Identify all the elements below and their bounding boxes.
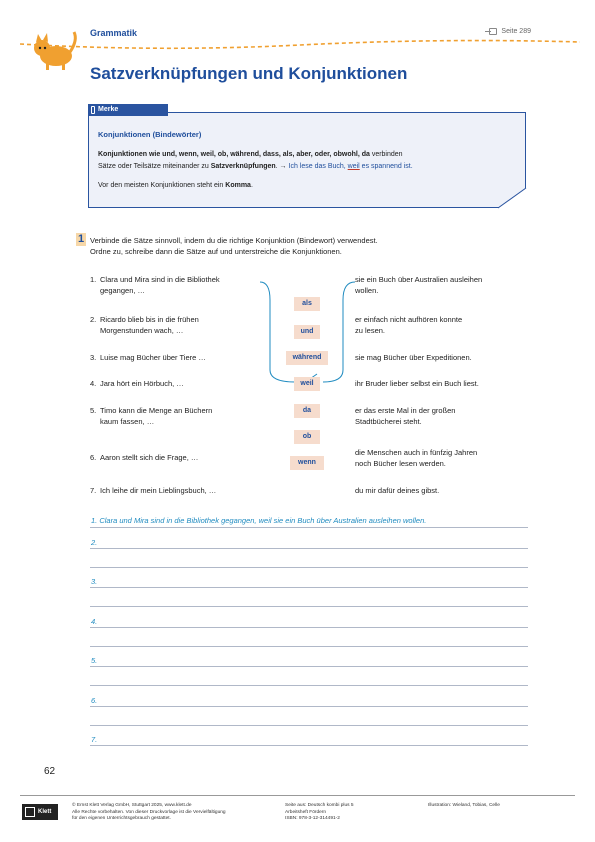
merke-rule-c: .: [250, 182, 253, 189]
right-item-5: [355, 405, 535, 427]
answer-line[interactable]: [90, 627, 528, 628]
right-item-line-1: er einfach nicht aufhören konnte: [355, 315, 463, 324]
task-instruction: [90, 235, 510, 257]
page-reference-text: Seite 289: [501, 28, 531, 35]
section-label: Grammatik: [90, 28, 138, 38]
left-item-line-1: Jara hört ein Hörbuch, …: [100, 379, 184, 388]
merke-line-2-bold: Satzverknüpfungen: [210, 163, 276, 170]
merke-line-1: [98, 149, 518, 161]
left-item-1: [90, 274, 260, 296]
footer-source: [285, 803, 405, 823]
answer-line[interactable]: [90, 685, 528, 686]
left-item-number: 2.: [90, 315, 97, 324]
publisher-logo-icon: [25, 807, 35, 817]
left-item-line-1: Luise mag Bücher über Tiere …: [100, 353, 206, 362]
merke-line-1-bold: Konjunktionen wie und, wenn, weil, ob, während, dass, als, aber, oder, obwohl, da: [98, 151, 370, 158]
answer-number: 7.: [91, 735, 98, 744]
left-item-number: 7.: [90, 486, 97, 495]
right-item-3: [355, 352, 535, 363]
merke-example: [289, 163, 413, 170]
answer-number: 4.: [91, 617, 98, 626]
merke-rule-bold: Komma: [225, 182, 251, 189]
answer-line[interactable]: [90, 646, 528, 647]
conjunction-waehrend[interactable]: während: [286, 351, 328, 365]
right-item-line-2: Stadtbücherei steht.: [355, 417, 422, 426]
footer-source-line: ISBN: 978-3-12-314491-2: [285, 816, 340, 821]
merke-rule-a: Vor den meisten Konjunktionen steht ein: [98, 182, 226, 189]
footer-source-line: Arbeitsheft Fördern: [285, 809, 327, 815]
answer-example: 1. Clara und Mira sind in die Bibliothek gegangen, weil sie ein Buch über Australien ausleihen wollen.: [91, 516, 427, 525]
right-item-line-1: die Menschen auch in fünfzig Jahren: [355, 448, 478, 457]
conjunction-und[interactable]: und: [294, 325, 320, 339]
merke-folded-corner: [498, 188, 528, 210]
footer-illustration: [428, 803, 548, 810]
answer-number: 3.: [91, 577, 98, 586]
answer-line[interactable]: [90, 706, 528, 707]
klett-logo-text: Klett: [38, 809, 52, 815]
klett-logo: [22, 804, 58, 820]
merke-tab-label: Merke: [98, 106, 119, 113]
left-item-line-1: Ich leihe dir mein Lieblingsbuch, …: [100, 486, 217, 495]
book-reference-icon: [489, 28, 497, 35]
left-item-number: 5.: [90, 406, 97, 415]
footer-copyright-line: Alle Rechte vorbehalten. Von dieser Druckvorlage ist die Vervielfältigung: [72, 809, 226, 815]
footer-source-line: Seite aus: Deutsch kombi plus 5: [285, 803, 354, 808]
answer-number: 6.: [91, 696, 98, 705]
merke-line-2-a: Sätze oder Teilsätze miteinander zu: [98, 163, 211, 170]
right-item-line-1: du mir dafür deines gibst.: [355, 486, 440, 495]
merke-line-2: [98, 161, 518, 173]
note-icon: [91, 106, 95, 114]
page-title: Satzverknüpfungen und Konjunktionen: [90, 64, 408, 83]
answer-line[interactable]: [90, 745, 528, 746]
merke-text: [98, 149, 518, 173]
left-item-line-1: Aaron stellt sich die Frage, …: [100, 453, 199, 462]
right-item-4: [355, 378, 535, 389]
left-item-line-1: Ricardo blieb bis in die frühen: [100, 315, 199, 324]
footer-divider: [20, 795, 575, 796]
footer-copyright-line: © Ernst Klett Verlag GmbH, Stuttgart 2025, www.klett.de: [72, 803, 192, 808]
answer-line[interactable]: [90, 587, 528, 588]
left-item-number: 3.: [90, 353, 97, 362]
right-item-1: [355, 274, 535, 296]
merke-heading: Konjunktionen (Bindewörter): [98, 130, 202, 139]
left-item-line-1: Timo kann die Menge an Büchern: [100, 406, 213, 415]
right-item-6: [355, 447, 535, 469]
answer-line: [90, 527, 528, 528]
right-item-line-1: er das erste Mal in der großen: [355, 406, 456, 415]
right-item-2: [355, 314, 535, 336]
conjunction-ob[interactable]: ob: [294, 430, 320, 444]
left-item-line-1: Clara und Mira sind in die Bibliothek: [100, 275, 220, 284]
task-instruction-line-2: Ordne zu, schreibe dann die Sätze auf und unterstreiche die Konjunktionen.: [90, 247, 342, 256]
left-item-number: 1.: [90, 275, 97, 284]
header-dashed-line: [20, 36, 580, 56]
right-item-line-2: noch Bücher lesen werden.: [355, 459, 446, 468]
footer-copyright: [72, 803, 272, 823]
answer-line[interactable]: [90, 567, 528, 568]
answer-line[interactable]: [90, 666, 528, 667]
right-item-line-1: sie mag Bücher über Expeditionen.: [355, 353, 472, 362]
page-reference: [489, 28, 531, 35]
right-item-7: [355, 485, 535, 496]
task-instruction-line-1: Verbinde die Sätze sinnvoll, indem du die richtige Konjunktion (Bindewort) verwendest.: [90, 236, 378, 245]
merke-example-c: es spannend ist.: [359, 163, 413, 170]
left-item-2: [90, 314, 260, 336]
answer-line[interactable]: [90, 606, 528, 607]
left-item-line-2: kaum fassen, …: [100, 417, 155, 426]
cat-illustration: [28, 26, 80, 72]
merke-tab: [88, 104, 168, 116]
left-item-4: [90, 378, 260, 389]
page-number: 62: [44, 766, 56, 777]
merke-rule: [98, 182, 253, 189]
merke-example-conjunction: weil: [347, 163, 360, 170]
left-item-5: [90, 405, 260, 427]
merke-line-2-c: . →: [275, 163, 289, 170]
merke-example-a: Ich lese das Buch,: [288, 163, 348, 170]
right-item-line-1: ihr Bruder lieber selbst ein Buch liest.: [355, 379, 479, 388]
conjunction-weil[interactable]: weil: [294, 377, 320, 391]
answer-line[interactable]: [90, 548, 528, 549]
left-item-number: 6.: [90, 453, 97, 462]
conjunction-wenn[interactable]: wenn: [290, 456, 324, 470]
right-item-line-2: zu lesen.: [355, 326, 386, 335]
answer-line[interactable]: [90, 725, 528, 726]
answer-number: 5.: [91, 656, 98, 665]
footer-copyright-line: für den eigenen Unterrichtsgebrauch gestattet.: [72, 816, 171, 821]
left-item-7: [90, 485, 260, 496]
left-item-3: [90, 352, 260, 363]
conjunction-da[interactable]: da: [294, 404, 320, 418]
left-item-line-2: Morgenstunden wach, …: [100, 326, 184, 335]
conjunction-als[interactable]: als: [294, 297, 320, 311]
left-item-6: [90, 452, 260, 463]
left-item-number: 4.: [90, 379, 97, 388]
footer-illustration-line: Illustration: Wieland, Tobias, Celle: [428, 803, 500, 808]
task-number: 1: [77, 233, 85, 245]
left-item-line-2: gegangen, …: [100, 286, 146, 295]
answer-number: 2.: [91, 538, 98, 547]
right-item-line-1: sie ein Buch über Australien ausleihen: [355, 275, 483, 284]
merke-line-1-rest: verbinden: [369, 151, 403, 158]
right-item-line-2: wollen.: [355, 286, 379, 295]
